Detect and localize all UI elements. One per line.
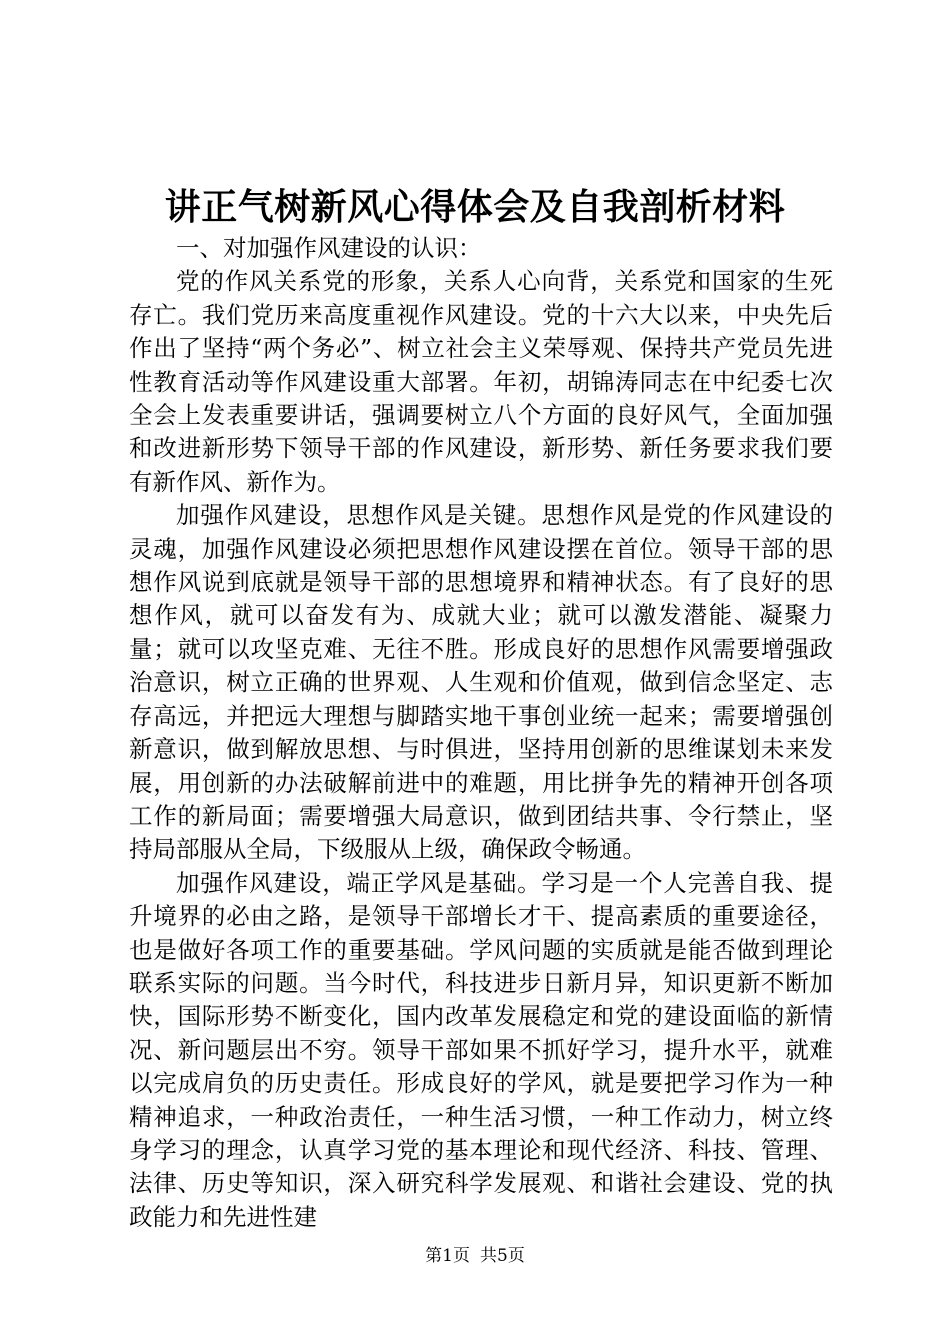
paragraph: 加强作风建设，思想作风是关键。思想作风是党的作风建设的灵魂，加强作风建设必须把思想作风建设摆在首位。领导干部的思想作风说到底就是领导干部的思想境界和精神状态。有了良好的思想作风，就可以奋发有为、成就大业；就可以激发潜能、凝聚力量；就可以攻坚克难、无往不胜。形成良好的思想作风需要增强政治意识，树立正确的世界观、人生观和价值观，做到信念坚定、志存高远，并把远大理想与脚踏实地干事创业统一起来；需要增强创新意识，做到解放思想、与时俱进，坚持用创新的思维谋划未来发展，用创新的办法破解前进中的难题，用比拼争先的精神开创各项工作的新局面；需要增强大局意识，做到团结共事、令行禁止，坚持局部服从全局，下级服从上级，确保政令畅通。 bbox=[129, 501, 833, 864]
page-total: 共5页 bbox=[480, 1246, 525, 1266]
section-heading: 一、对加强作风建设的认识： bbox=[176, 234, 482, 262]
paragraph: 党的作风关系党的形象，关系人心向背，关系党和国家的生死存亡。我们党历来高度重视作风建设。党的十六大以来，中央先后作出了坚持“两个务必”、树立社会主义荣辱观、保持共产党员先进性教育活动等作风建设重大部署。年初，胡锦涛同志在中纪委七次全会上发表重要讲话，强调要树立八个方面的良好风气，全面加强和改进新形势下领导干部的作风建设，新形势、新任务要求我们要有新作风、新作为。 bbox=[129, 267, 833, 496]
document-title: 讲正气树新风心得体会及自我剖析材料 bbox=[164, 186, 786, 228]
paragraph: 加强作风建设，端正学风是基础。学习是一个人完善自我、提升境界的必由之路，是领导干部增长才干、提高素质的重要途径，也是做好各项工作的重要基础。学风问题的实质就是能否做到理论联系实际的问题。当今时代，科技进步日新月异，知识更新不断加快，国际形势不断变化，国内改革发展稳定和党的建设面临的新情况、新问题层出不穷。领导干部如果不抓好学习，提升水平，就难以完成肩负的历史责任。形成良好的学风，就是要把学习作为一种精神追求，一种政治责任，一种生活习惯，一种工作动力，树立终身学习的理念，认真学习党的基本理论和现代经济、科技、管理、法律、历史等知识，深入研究科学发展观、和谐社会建设、党的执政能力和先进性建 bbox=[129, 868, 833, 1231]
page-number: 第1页 bbox=[425, 1246, 470, 1266]
page-footer bbox=[0, 1245, 950, 1267]
document-body bbox=[129, 232, 833, 1234]
